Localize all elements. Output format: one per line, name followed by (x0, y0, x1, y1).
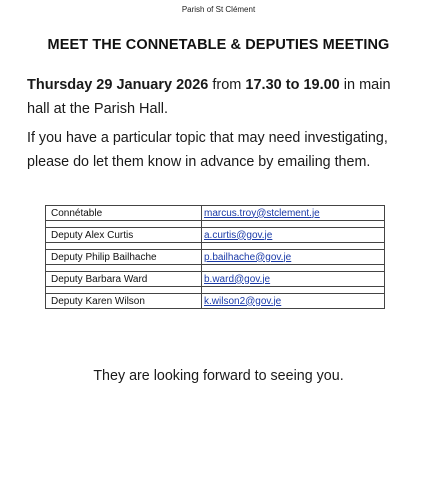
meeting-details (27, 73, 417, 121)
topic-note: If you have a particular topic that may need investigating, please do let them know in advance by emailing them. (27, 130, 388, 170)
table-spacer-row (46, 287, 385, 294)
contact-name: Deputy Barbara Ward (46, 272, 202, 287)
meeting-location: in main hall at the Parish Hall. (27, 77, 391, 117)
contact-email-link[interactable]: p.bailhache@gov.je (202, 250, 385, 265)
from-word: from (208, 77, 246, 93)
contact-email-link[interactable]: k.wilson2@gov.je (202, 294, 385, 309)
contact-email-link[interactable]: marcus.troy@stclement.je (202, 206, 385, 221)
closing-line: They are looking forward to seeing you. (93, 368, 344, 384)
meeting-date: Thursday 29 January 2026 (27, 77, 209, 93)
contact-email-link[interactable]: b.ward@gov.je (202, 272, 385, 287)
parish-header: Parish of St Clément (181, 5, 256, 14)
contact-name: Deputy Philip Bailhache (46, 250, 202, 265)
contact-name: Connétable (46, 206, 202, 221)
table-row (46, 294, 385, 309)
page-title: MEET THE CONNETABLE & DEPUTIES MEETING (47, 37, 390, 53)
meeting-time: 17.30 to 19.00 (245, 77, 340, 93)
table-spacer-row (46, 221, 385, 228)
table-row (46, 206, 385, 221)
contacts-table (45, 205, 385, 309)
contact-email-link[interactable]: a.curtis@gov.je (202, 228, 385, 243)
table-row (46, 228, 385, 243)
contact-name: Deputy Karen Wilson (46, 294, 202, 309)
table-spacer-row (46, 265, 385, 272)
table-row (46, 272, 385, 287)
table-spacer-row (46, 243, 385, 250)
contact-name: Deputy Alex Curtis (46, 228, 202, 243)
table-row (46, 250, 385, 265)
